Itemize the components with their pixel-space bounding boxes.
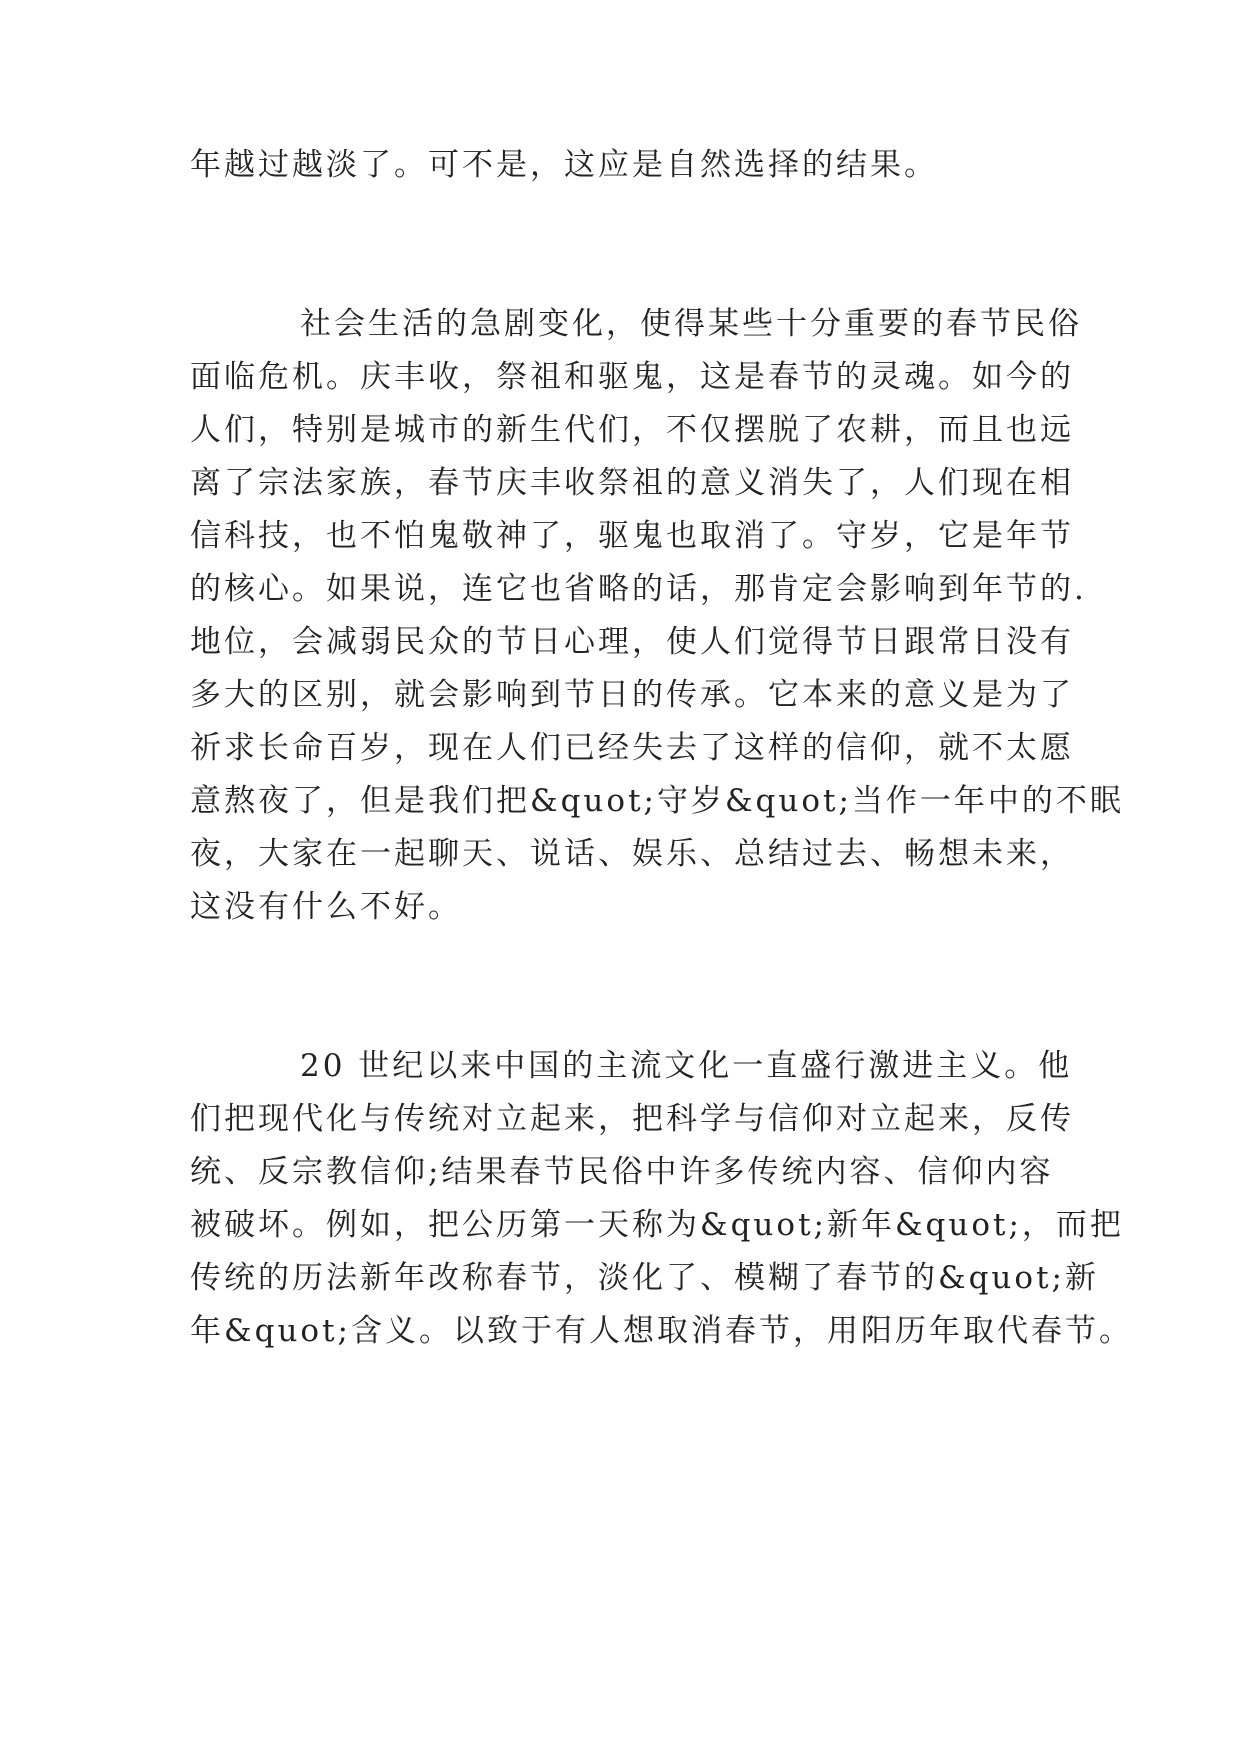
paragraph-2-line-8: 多大的区别，就会影响到节日的传承。它本来的意义是为了 [190,677,1074,713]
paragraph-3-line-4: 被破坏。例如，把公历第一天称为&quot;新年&quot;，而把 [190,1207,1124,1243]
paragraph-2-line-5: 信科技，也不怕鬼敬神了，驱鬼也取消了。守岁，它是年节 [190,518,1074,554]
paragraph-2-line-7: 地位，会减弱民众的节日心理，使人们觉得节日跟常日没有 [190,624,1074,660]
paragraph-2-line-12: 这没有什么不好。 [190,889,462,925]
paragraph-2-line-4: 离了宗法家族，春节庆丰收祭祖的意义消失了，人们现在相 [190,465,1074,501]
paragraph-2-line-9: 祈求长命百岁，现在人们已经失去了这样的信仰，就不太愿 [190,730,1074,766]
paragraph-3-line-1: 20 世纪以来中国的主流文化一直盛行激进主义。他 [300,1048,1073,1084]
paragraph-3-line-3: 统、反宗教信仰;结果春节民俗中许多传统内容、信仰内容 [190,1154,1054,1190]
paragraph-1-line-1: 年越过越淡了。可不是，这应是自然选择的结果。 [190,147,938,183]
paragraph-3-line-6: 年&quot;含义。以致于有人想取消春节，用阳历年取代春节。 [190,1313,1133,1349]
paragraph-2-line-11: 夜，大家在一起聊天、说话、娱乐、总结过去、畅想未来， [190,836,1074,872]
paragraph-2-line-10: 意熬夜了，但是我们把&quot;守岁&quot;当作一年中的不眠 [190,783,1124,819]
paragraph-2-line-3: 人们，特别是城市的新生代们，不仅摆脱了农耕，而且也远 [190,412,1074,448]
paragraph-2-line-6: 的核心。如果说，连它也省略的话，那肯定会影响到年节的. [190,571,1087,607]
paragraph-3-line-2: 们把现代化与传统对立起来，把科学与信仰对立起来，反传 [190,1101,1074,1137]
paragraph-2-line-1: 社会生活的急剧变化，使得某些十分重要的春节民俗 [300,306,1082,342]
paragraph-2-line-2: 面临危机。庆丰收，祭祖和驱鬼，这是春节的灵魂。如今的 [190,359,1074,395]
paragraph-3-line-5: 传统的历法新年改称春节，淡化了、模糊了春节的&quot;新 [190,1260,1099,1296]
